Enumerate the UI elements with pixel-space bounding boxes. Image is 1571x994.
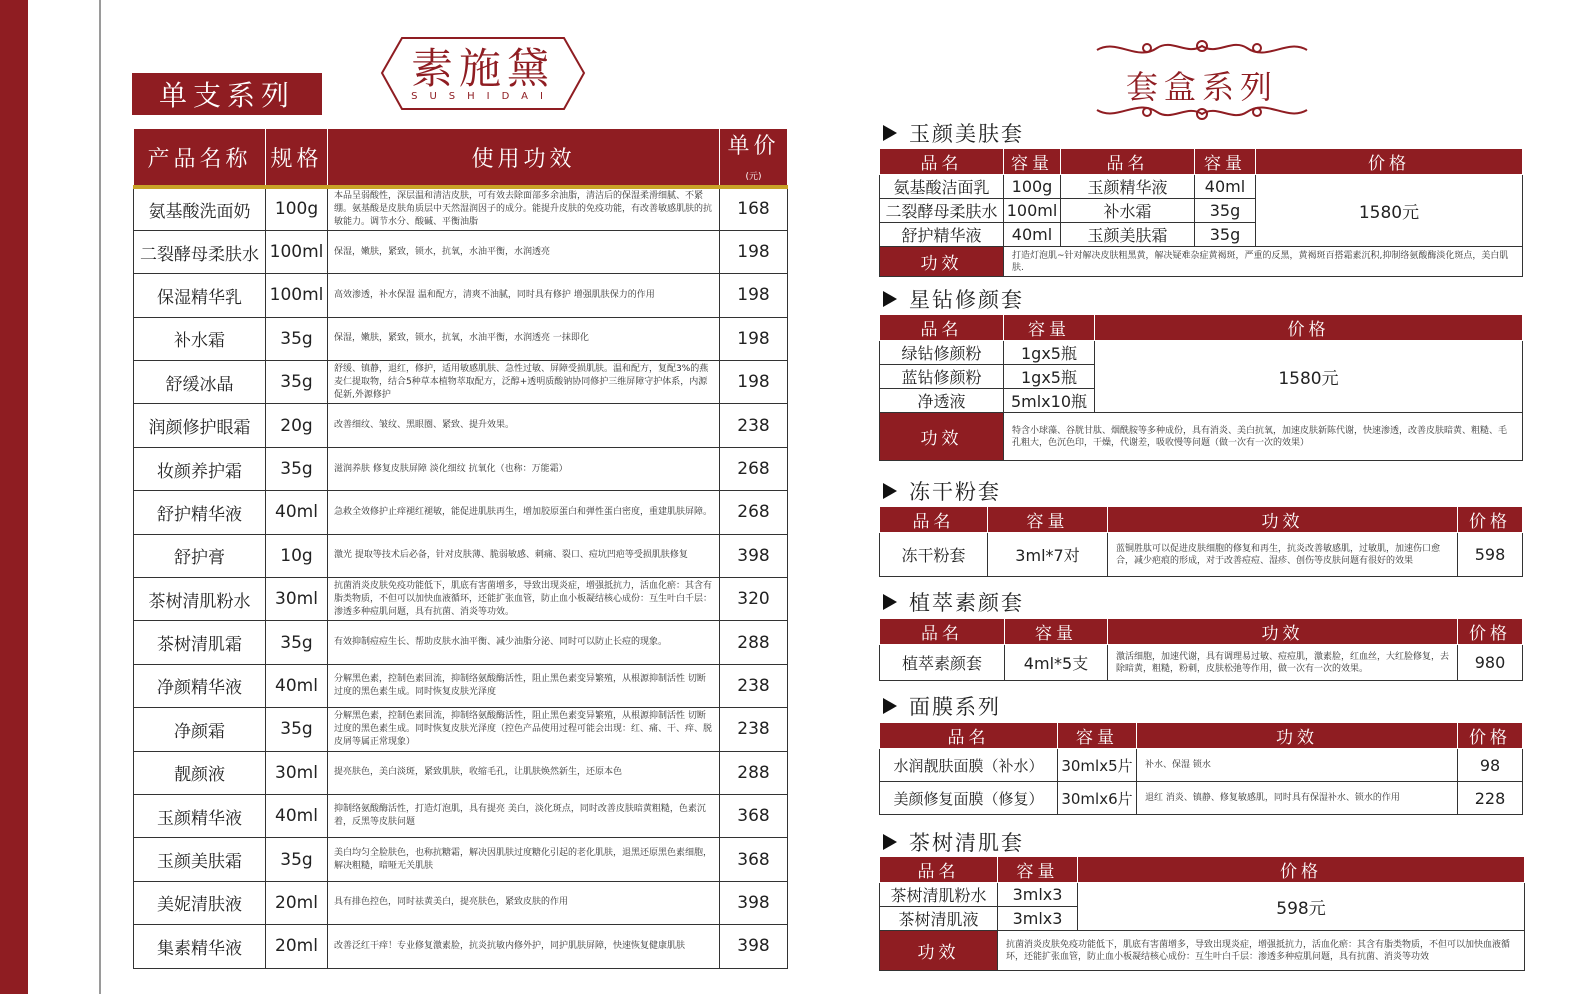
table-row: 水润靓肤面膜（补水） 30mlx5片 补水、保湿 锁水 98 [880, 749, 1523, 782]
cell-name: 茶树清肌粉水 [134, 578, 266, 621]
cell-name: 净颜精华液 [134, 664, 266, 707]
xingzuan-table: 品名 容量 价格 绿钻修颜粉 1gx5瓶 1580元 蓝钻修颜粉 1gx5瓶 净透液 5mlx10瓶 功效 特含小球藻、谷胱甘肽、烟酰胺等多种成份，具有消炎、美白抗氧，加速皮肤新陈代谢，快速渗透，改善皮肤暗黄、粗糙、毛孔粗大，色沉色印，干燥，代谢差，吸收慢等问题（做一次有一次的效果） [879, 314, 1523, 461]
table-row [134, 361, 788, 404]
set-series-title-text: 套盒系列 [1125, 68, 1278, 106]
section-xingzuan: 星钻修颜套 [883, 284, 1024, 314]
chashu-price: 598元 [1078, 883, 1525, 931]
table-row [134, 404, 788, 447]
table-row: 舒护精华液 40ml 玉颜美肤霜 35g [880, 223, 1523, 247]
cell-effect: 有效抑制痘痘生长、帮助皮肤水油平衡、减少油脂分泌、同时可以防止长痘的现象。 [328, 621, 720, 664]
cell-effect: 保湿，嫩肤，紧致，锁水，抗氧，水油平衡，水润透亮 [328, 230, 720, 273]
donggan-table: 品名 容量 功效 价格 冻干粉套 3ml*7对 蓝铜胜肽可以促进皮肤细胞的修复和再生，抗炎改善敏感肌，过敏肌，加速伤口愈合，减少疤痕的形成，对于改善痘痘、湿疹、创伤等皮肤问题有很好的效果 598 [879, 506, 1523, 577]
cell-name: 补水霜 [134, 317, 266, 360]
table-row [134, 491, 788, 534]
triangle-bullet-icon [883, 291, 897, 307]
cell-price: 368 [720, 794, 788, 837]
cell-spec: 35g [266, 838, 328, 881]
cell-spec: 35g [266, 317, 328, 360]
cell-effect: 美白均匀全脸肤色，也称抗糖霜，解决因肌肤过度糖化引起的老化肌肤，退黑还原黑色素细胞，解决粗糙，暗哑无关肌肤 [328, 838, 720, 881]
yuyan-table: 品名 容量 品名 容量 价格 氨基酸洁面乳 100g 玉颜精华液 40ml 1580元 二裂酵母柔肤水 100ml 补水霜 35g 舒护精华液 40ml 玉颜美肤霜 35g 功效 打造灯泡肌~针对解决皮肤粗黑黄，解决疑难杂症黄褐斑，严重的反黑，黄褐斑百搭霜素沉积,抑制络氨酸酶淡化斑点，美白肌肤. [879, 148, 1523, 277]
single-series-title: 单支系列 [132, 73, 322, 115]
cell-effect: 舒缓、镇静，退红，修护，适用敏感肌肤、急性过敏、屏障受损肌肤。温和配方，复配3%的燕麦仁提取物，结合5种草本植物萃取配方，泛醇+透明质酸钠协同修护三维屏障守护体系，内源促新,外源修护 [328, 361, 720, 404]
cell-name: 舒护膏 [134, 534, 266, 577]
table-row [134, 274, 788, 317]
table-row [134, 708, 788, 751]
cell-effect: 本品呈弱酸性，深层温和清洁皮肤，可有效去除面部多余油脂，清洁后的保湿柔滑细腻、不紧绷。氨基酸是皮肤角质层中天然湿润因子的成分。能提升皮肤的免疫功能，有改善敏感肌肤的抗敏能力。调节水分、酸碱、平衡油脂 [328, 187, 720, 230]
xingzuan-effect: 特含小球藻、谷胱甘肽、烟酰胺等多种成份，具有消炎、美白抗氧，加速皮肤新陈代谢，快速渗透，改善皮肤暗黄、粗糙、毛孔粗大，色沉色印，干燥，代谢差，吸收慢等问题（做一次有一次的效果） [1004, 413, 1523, 461]
cell-name: 保湿精华乳 [134, 274, 266, 317]
cell-spec: 100g [266, 187, 328, 230]
header-price: 单价(元) [720, 129, 788, 188]
cell-name: 舒护精华液 [134, 491, 266, 534]
table-row: 净透液 5mlx10瓶 [880, 389, 1523, 413]
section-chashu: 茶树清肌套 [883, 827, 1024, 857]
logo-sub-text: SUSHIDAI [411, 91, 555, 102]
section-zhicui: 植萃素颜套 [883, 587, 1024, 617]
cell-effect: 高效渗透，补水保湿 温和配方，清爽不油腻，同时具有修护 增强肌肤保力的作用 [328, 274, 720, 317]
triangle-bullet-icon [883, 125, 897, 141]
cell-price: 238 [720, 708, 788, 751]
cell-effect: 急救全效修护止痒褪红褪敏，能促进肌肤再生，增加胶原蛋白和弹性蛋白密度，重建肌肤屏障。 [328, 491, 720, 534]
cell-effect: 改善泛红干痒！专业修复激素脸，抗炎抗敏内修外护，同护肌肤屏障，快速恢复健康肌肤 [328, 925, 720, 968]
chashu-effect: 抗菌消炎皮肤免疫功能低下，肌底有害菌增多，导致出现炎症，增强抵抗力，活血化瘀：其含有脂类物质，不但可以加快血液循环，还能扩张血管，防止血小板凝结核心成份：互生叶白千层：渗透多种痘肌问题，具有抗菌、消炎等功效 [998, 931, 1525, 971]
cell-spec: 35g [266, 621, 328, 664]
brand-logo [380, 36, 586, 111]
cell-spec: 20ml [266, 925, 328, 968]
table-row: 茶树清肌液 3mlx3 [880, 907, 1525, 931]
cell-spec: 40ml [266, 794, 328, 837]
cell-spec: 40ml [266, 491, 328, 534]
cell-price: 268 [720, 491, 788, 534]
page-border [99, 0, 101, 994]
cell-spec: 40ml [266, 664, 328, 707]
table-row [134, 881, 788, 924]
cell-effect: 抗菌消炎皮肤免疫功能低下，肌底有害菌增多，导致出现炎症，增强抵抗力，活血化瘀：其含有脂类物质，不但可以加快血液循环，还能扩张血管，防止血小板凝结核心成份：互生叶白千层：渗透多种痘肌问题，具有抗菌、消炎等功效。 [328, 578, 720, 621]
table-row [134, 794, 788, 837]
triangle-bullet-icon [883, 483, 897, 499]
cell-name: 靓颜液 [134, 751, 266, 794]
cell-name: 舒缓冰晶 [134, 361, 266, 404]
cell-spec: 35g [266, 708, 328, 751]
cell-price: 288 [720, 621, 788, 664]
cell-price: 398 [720, 881, 788, 924]
set-series-title [1087, 34, 1317, 126]
section-yuyan: 玉颜美肤套 [883, 118, 1024, 148]
cell-name: 玉颜美肤霜 [134, 838, 266, 881]
cell-name: 净颜霜 [134, 708, 266, 751]
triangle-bullet-icon [883, 594, 897, 610]
cell-effect: 具有排色控色，同时祛黄美白，提亮肤色，紧致皮肤的作用 [328, 881, 720, 924]
cell-price: 288 [720, 751, 788, 794]
triangle-bullet-icon [883, 834, 897, 850]
cell-price: 238 [720, 664, 788, 707]
header-effect: 使用功效 [328, 129, 720, 188]
cell-name: 茶树清肌霜 [134, 621, 266, 664]
table-row: 二裂酵母柔肤水 100ml 补水霜 35g [880, 199, 1523, 223]
cell-price: 238 [720, 404, 788, 447]
brand-side-strip [0, 0, 28, 994]
table-row: 氨基酸洁面乳 100g 玉颜精华液 40ml 1580元 [880, 175, 1523, 199]
table-row [134, 621, 788, 664]
cell-spec: 100ml [266, 274, 328, 317]
cell-price: 398 [720, 534, 788, 577]
cell-price: 398 [720, 925, 788, 968]
cell-name: 二裂酵母柔肤水 [134, 230, 266, 273]
zhicui-table: 品名 容量 功效 价格 植萃素颜套 4ml*5支 激活细胞，加速代谢，具有调理易过敏、痘痘肌，激素脸，红血丝，大红脸修复，去除暗黄，粗糙，粉刺，皮肤松弛等作用，做一次有一次的效果。 980 [879, 618, 1523, 681]
logo-main-text: 素施黛 [410, 44, 555, 93]
table-row [134, 187, 788, 230]
table-row [134, 751, 788, 794]
cell-effect: 激光 提取等技术后必备，针对皮肤薄、脆弱敏感、刺痛、裂口、痘坑凹疤等受损肌肤修复 [328, 534, 720, 577]
table-row [134, 317, 788, 360]
table-row: 蓝钻修颜粉 1gx5瓶 [880, 365, 1523, 389]
mask-table: 品名 容量 功效 价格 水润靓肤面膜（补水） 30mlx5片 补水、保湿 锁水 98 美颜修复面膜（修复） 30mlx6片 退红 消炎、镇静、修复敏感肌，同时具有保湿补水、锁水的作用 228 [879, 722, 1523, 815]
cell-effect: 提亮肤色，美白淡斑，紧致肌肤，收缩毛孔，让肌肤焕然新生，还原本色 [328, 751, 720, 794]
cell-spec: 30ml [266, 578, 328, 621]
table-row [134, 578, 788, 621]
xingzuan-price: 1580元 [1095, 341, 1523, 413]
header-spec: 规格 [266, 129, 328, 188]
table-row [134, 534, 788, 577]
table-row: 绿钻修颜粉 1gx5瓶 1580元 [880, 341, 1523, 365]
cell-price: 198 [720, 317, 788, 360]
cell-price: 320 [720, 578, 788, 621]
section-donggan: 冻干粉套 [883, 476, 1001, 506]
table-row: 美颜修复面膜（修复） 30mlx6片 退红 消炎、镇静、修复敏感肌，同时具有保湿补水、锁水的作用 228 [880, 782, 1523, 815]
cell-price: 198 [720, 274, 788, 317]
triangle-bullet-icon [883, 698, 897, 714]
cell-name: 玉颜精华液 [134, 794, 266, 837]
chashu-table: 品名 容量 价格 茶树清肌粉水 3mlx3 598元 茶树清肌液 3mlx3 功效 抗菌消炎皮肤免疫功能低下，肌底有害菌增多，导致出现炎症，增强抵抗力，活血化瘀：其含有脂类物质，不但可以加快血液循环，还能扩张血管，防止血小板凝结核心成份：互生叶白千层：渗透多种痘肌问题，具有抗菌、消炎等功效 [879, 856, 1525, 971]
table-row [134, 230, 788, 273]
yuyan-price: 1580元 [1256, 175, 1523, 247]
cell-effect: 保湿，嫩肤，紧致，锁水，抗氧，水油平衡，水润透亮 一抹即化 [328, 317, 720, 360]
cell-spec: 20g [266, 404, 328, 447]
cell-price: 198 [720, 230, 788, 273]
table-row [134, 838, 788, 881]
cell-spec: 35g [266, 447, 328, 490]
single-product-table [133, 128, 788, 969]
cell-name: 润颜修护眼霜 [134, 404, 266, 447]
table-row [134, 925, 788, 968]
cell-spec: 20ml [266, 881, 328, 924]
cell-name: 氨基酸洗面奶 [134, 187, 266, 230]
cell-effect: 抑制络氨酸酶活性，打造灯泡肌，具有提亮 美白，淡化斑点，同时改善皮肤暗黄粗糙，色素沉着，反黑等皮肤问题 [328, 794, 720, 837]
table-row: 冻干粉套 3ml*7对 蓝铜胜肽可以促进皮肤细胞的修复和再生，抗炎改善敏感肌，过敏肌，加速伤口愈合，减少疤痕的形成，对于改善痘痘、湿疹、创伤等皮肤问题有很好的效果 598 [880, 533, 1523, 577]
cell-spec: 30ml [266, 751, 328, 794]
cell-effect: 分解黑色素，控制色素回流，抑制络氨酸酶活性，阻止黑色素变异繁殖，从根源抑制活性 切断过度的黑色素生成。同时恢复皮肤光泽度（控色产品使用过程可能会出现：红、痛、干、痒、脱皮屑等属正常现象） [328, 708, 720, 751]
table-row [134, 447, 788, 490]
cell-name: 集素精华液 [134, 925, 266, 968]
cell-spec: 35g [266, 361, 328, 404]
cell-name: 美妮清肤液 [134, 881, 266, 924]
cell-effect: 滋润养肤 修复皮肤屏障 淡化细纹 抗氧化（也称：万能霜） [328, 447, 720, 490]
cell-spec: 100ml [266, 230, 328, 273]
table-row: 茶树清肌粉水 3mlx3 598元 [880, 883, 1525, 907]
cell-price: 198 [720, 361, 788, 404]
cell-name: 妆颜养护霜 [134, 447, 266, 490]
table-row [134, 664, 788, 707]
cell-effect: 分解黑色素，控制色素回流，抑制络氨酸酶活性，阻止黑色素变异繁殖，从根源抑制活性 切断过度的黑色素生成。同时恢复皮肤光泽度 [328, 664, 720, 707]
cell-price: 368 [720, 838, 788, 881]
cell-price: 268 [720, 447, 788, 490]
yuyan-effect: 打造灯泡肌~针对解决皮肤粗黑黄，解决疑难杂症黄褐斑，严重的反黑，黄褐斑百搭霜素沉积,抑制络氨酸酶淡化斑点，美白肌肤. [1004, 247, 1523, 277]
table-row: 植萃素颜套 4ml*5支 激活细胞，加速代谢，具有调理易过敏、痘痘肌，激素脸，红血丝，大红脸修复，去除暗黄，粗糙，粉刺，皮肤松弛等作用，做一次有一次的效果。 980 [880, 645, 1523, 681]
section-mask: 面膜系列 [883, 691, 1001, 721]
cell-price: 168 [720, 187, 788, 230]
cell-spec: 10g [266, 534, 328, 577]
header-name: 产品名称 [134, 129, 266, 188]
cell-effect: 改善细纹、皱纹、黑眼圈、紧致、提升效果。 [328, 404, 720, 447]
